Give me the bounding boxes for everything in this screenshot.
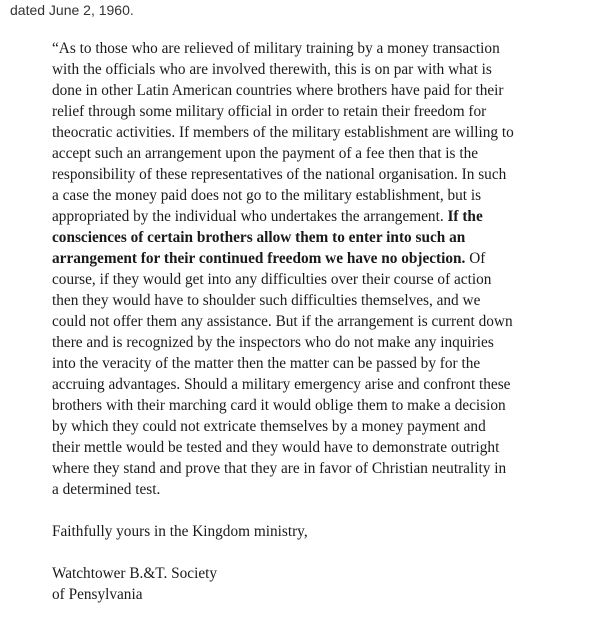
body-line (52, 395, 597, 416)
body-text: done in other Latin American countries where brothers have paid for their (52, 82, 504, 99)
body-line (52, 479, 597, 500)
body-line (52, 416, 597, 437)
body-line (52, 227, 597, 248)
body-line (52, 290, 597, 311)
body-line (52, 59, 597, 80)
body-line (52, 122, 597, 143)
emphasized-text: If the (447, 208, 483, 225)
body-text: with the officials who are involved therewith, this is on par with what is (52, 61, 492, 78)
body-line (52, 143, 597, 164)
body-line (52, 248, 597, 269)
signature-line-2: of Pensylvania (52, 586, 143, 603)
body-text: a case the money paid does not go to the military establishment, but is (52, 187, 482, 204)
body-text: accruing advantages. Should a military emergency arise and confront these (52, 376, 511, 393)
body-text: relief through some military official in order to retain their freedom for (52, 103, 487, 120)
body-text: Of (465, 250, 486, 267)
emphasized-text: consciences of certain brothers allow them to enter into such an (52, 229, 466, 246)
body-text: theocratic activities. If members of the military establishment are willing to (52, 124, 514, 141)
body-line (52, 332, 597, 353)
body-line (52, 374, 597, 395)
body-line (52, 185, 597, 206)
body-line (52, 458, 597, 479)
body-line (52, 164, 597, 185)
body-line (52, 269, 597, 290)
body-text: could not offer them any assistance. But if the arrangement is current down (52, 313, 513, 330)
body-text: “As to those who are relieved of military training by a money transaction (52, 40, 500, 57)
body-text: appropriated by the individual who undertakes the arrangement. (52, 208, 448, 225)
body-text: a determined test. (52, 481, 161, 498)
body-text: responsibility of these representatives of the national organisation. In such (52, 166, 507, 183)
emphasized-text: arrangement for their continued freedom we have no objection. (52, 250, 466, 267)
body-line (52, 353, 597, 374)
quoted-letter (52, 38, 597, 605)
letter-closing: Faithfully yours in the Kingdom ministry, (52, 523, 308, 540)
body-text: brothers with their marching card it would oblige them to make a decision (52, 397, 506, 414)
body-line (52, 38, 597, 59)
body-text: accept such an arrangement upon the payment of a fee then that is the (52, 145, 479, 162)
letter-body (52, 38, 597, 500)
body-text: then they would have to shoulder such difficulties themselves, and we (52, 292, 481, 309)
body-line (52, 437, 597, 458)
body-text: where they stand and prove that they are in favor of Christian neutrality in (52, 460, 507, 477)
body-text: their mettle would be tested and they would have to demonstrate outright (52, 439, 500, 456)
body-line (52, 101, 597, 122)
body-text: by which they could not extricate themselves by a money payment and (52, 418, 486, 435)
signature-line-1: Watchtower B.&T. Society (52, 565, 218, 582)
letter-signature (52, 563, 597, 605)
body-line (52, 80, 597, 101)
body-line (52, 311, 597, 332)
body-line (52, 206, 597, 227)
body-text: course, if they would get into any difficulties over their course of action (52, 271, 492, 288)
dateline: dated June 2, 1960. (10, 2, 134, 18)
body-text: there and is recognized by the inspectors who do not make any inquiries (52, 334, 494, 351)
body-text: into the veracity of the matter then the matter can be passed by for the (52, 355, 481, 372)
